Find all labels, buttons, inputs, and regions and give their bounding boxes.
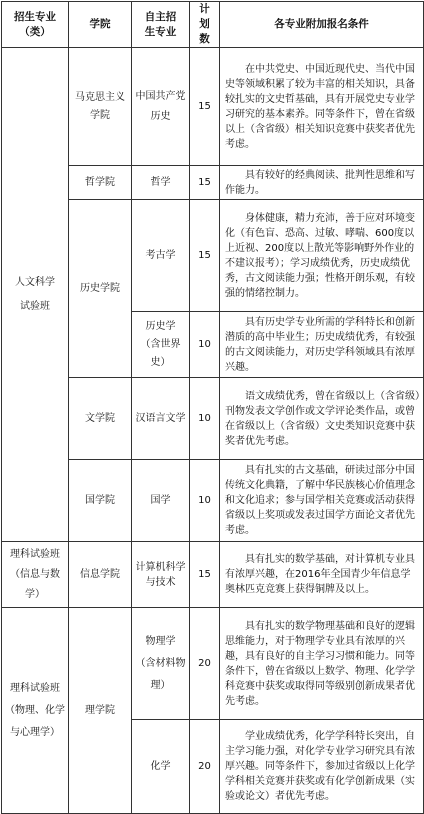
college-cell: 历史学院 xyxy=(69,200,132,378)
header-requirements: 各专业附加报名条件 xyxy=(220,2,424,48)
header-major-category: 招生专业（类） xyxy=(2,2,69,48)
major-cell: 中国共产党 历史 xyxy=(132,48,190,166)
major-cell: 计算机科学与技术 xyxy=(132,542,190,608)
plan-cell: 20 xyxy=(190,608,220,720)
requirements-cell: 具有扎实的数学基础，对计算机专业具有浓厚兴趣，在2016年全国青少年信息学奥林匹克竞赛上获得铜牌及以上。 xyxy=(220,542,424,608)
requirements-cell: 身体健康，精力充沛，善于应对环境变化（有色盲、恐高、过敏、哮喘、600度以上近视、200度以上散光等影响野外作业的不建议报考）；学习成绩优秀，历史成绩优秀，古文阅读能力强；性格开朗乐观，有较强的情绪控制力。 xyxy=(220,200,424,312)
requirements-cell: 具有历史学专业所需的学科特长和创新潜质的高中毕业生；历史成绩优秀，有较强的古文阅读能力，对历史学科领域具有浓厚兴趣。 xyxy=(220,312,424,378)
college-cell: 哲学院 xyxy=(69,166,132,200)
college-cell: 国学院 xyxy=(69,460,132,542)
header-college: 学院 xyxy=(69,2,132,48)
plan-cell: 15 xyxy=(190,166,220,200)
college-cell: 马克思主义 学院 xyxy=(69,48,132,166)
requirements-cell: 具有扎实的古文基础，研读过部分中国传统文化典籍，了解中华民族核心价值理念和文化追求；参与国学相关竞赛或活动获得省级以上奖项或发表过国学方面论文者优先考虑。 xyxy=(220,460,424,542)
requirements-cell: 在中共党史、中国近现代史、当代中国史等领域积累了较为丰富的相关知识，具备较扎实的文史哲基础，具有开展党史专业学习研究的基本素养。同等条件下，曾在省级以上（含省级）相关知识竞赛中获奖者优先考虑。 xyxy=(220,48,424,166)
requirements-cell: 具有扎实的数学物理基础和良好的逻辑思维能力，对于物理学专业具有浓厚的兴趣，具有良好的自主学习习惯和能力。同等条件下，曾在省级以上数学、物理、化学学科竞赛中获奖或取得同等级别创新成果者优先考虑。 xyxy=(220,608,424,720)
major-cell: 哲学 xyxy=(132,166,190,200)
admissions-table xyxy=(1,1,424,814)
major-cell: 物理学 （含材料物理） xyxy=(132,608,190,720)
major-category-cell: 理科试验班 （物理、化学与心理学） xyxy=(2,608,69,814)
table-header-row xyxy=(2,2,424,48)
college-cell: 理学院 xyxy=(69,608,132,814)
header-major: 自主招生专业 xyxy=(132,2,190,48)
plan-cell: 10 xyxy=(190,460,220,542)
major-cell: 化学 xyxy=(132,720,190,814)
major-category-cell: 理科试验班 （信息与数学） xyxy=(2,542,69,608)
major-cell: 历史学 （含世界史） xyxy=(132,312,190,378)
major-category-cell: 人文科学 试验班 xyxy=(2,48,69,542)
table-row xyxy=(2,48,424,166)
plan-cell: 15 xyxy=(190,48,220,166)
plan-cell: 10 xyxy=(190,378,220,460)
major-cell: 考古学 xyxy=(132,200,190,312)
plan-cell: 10 xyxy=(190,312,220,378)
college-cell: 信息学院 xyxy=(69,542,132,608)
header-plan: 计划数 xyxy=(190,2,220,48)
requirements-cell: 语文成绩优秀，曾在省级以上（含省级）刊物发表文学创作或文学评论类作品，或曾在省级以上（含省级）文史类知识竞赛中获奖者优先考虑。 xyxy=(220,378,424,460)
plan-cell: 15 xyxy=(190,542,220,608)
requirements-cell: 学业成绩优秀，化学学科特长突出，自主学习能力强，对化学专业学习研究具有浓厚兴趣。同等条件下，参加过省级以上化学学科相关竞赛并获奖或有化学创新成果（实验或论文）者优先考虑。 xyxy=(220,720,424,814)
major-cell: 国学 xyxy=(132,460,190,542)
plan-cell: 20 xyxy=(190,720,220,814)
major-cell: 汉语言文学 xyxy=(132,378,190,460)
college-cell: 文学院 xyxy=(69,378,132,460)
table-row xyxy=(2,608,424,720)
requirements-cell: 具有较好的经典阅读、批判性思维和写作能力。 xyxy=(220,166,424,200)
plan-cell: 15 xyxy=(190,200,220,312)
table-row xyxy=(2,542,424,608)
